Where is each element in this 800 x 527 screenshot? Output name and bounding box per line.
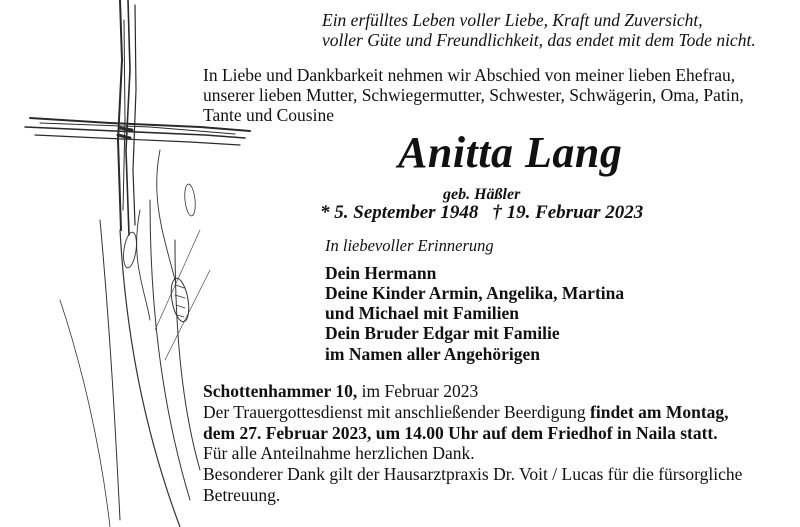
mourner-line: und Michael mit Familien (325, 303, 519, 324)
location-date: im Februar 2023 (357, 381, 479, 401)
mourners-list (325, 263, 624, 364)
special-thanks-line: Besonderer Dank gilt der Hausarztpraxis Dr. Voit / Lucas für die fürsorgliche (203, 464, 743, 485)
maiden-name: geb. Häßler (443, 186, 521, 203)
service-details (203, 423, 742, 444)
death-date: † 19. Februar 2023 (492, 202, 644, 223)
service-time-place: dem 27. Februar 2023, um 14.00 Uhr auf dem Friedhof in Naila statt. (203, 422, 718, 443)
mourner-line: Dein Bruder Edgar mit Familie (325, 323, 560, 344)
mourner-line: Dein Hermann (325, 263, 437, 283)
mourner-line: im Namen aller Angehörigen (325, 343, 541, 364)
service-text: Der Trauergottesdienst mit anschließender Beerdigung (203, 401, 591, 422)
intro-text (203, 65, 744, 125)
intro-line: In Liebe und Dankbarkeit nehmen wir Abschied von meiner lieben Ehefrau, (203, 65, 736, 85)
life-dates (320, 202, 643, 224)
birth-date: * 5. September 1948 (320, 202, 479, 223)
address: Schottenhammer 10, (203, 381, 358, 401)
thanks-line: Für alle Anteilnahme herzlichen Dank. (203, 443, 475, 464)
special-thanks-line: Betreuung. (203, 485, 281, 506)
wheat-icon (60, 150, 210, 527)
service-day: findet am Montag, (590, 401, 729, 422)
intro-line: Tante und Cousine (203, 105, 334, 126)
motto-line: Ein erfülltes Leben voller Liebe, Kraft und Zuversicht, (322, 10, 703, 30)
service-line (203, 402, 742, 423)
closing-text (203, 381, 742, 506)
deceased-name: Anitta Lang (398, 128, 623, 177)
motto-verse (322, 10, 756, 50)
location-line (203, 381, 742, 402)
motto-line: voller Güte und Freundlichkeit, das endet mit dem Tode nicht. (322, 30, 756, 51)
mourner-line: Deine Kinder Armin, Angelika, Martina (325, 283, 625, 304)
memory-label: In liebevoller Erinnerung (325, 236, 494, 255)
intro-line: unserer lieben Mutter, Schwiegermutter, Schwester, Schwägerin, Oma, Patin, (203, 85, 744, 106)
